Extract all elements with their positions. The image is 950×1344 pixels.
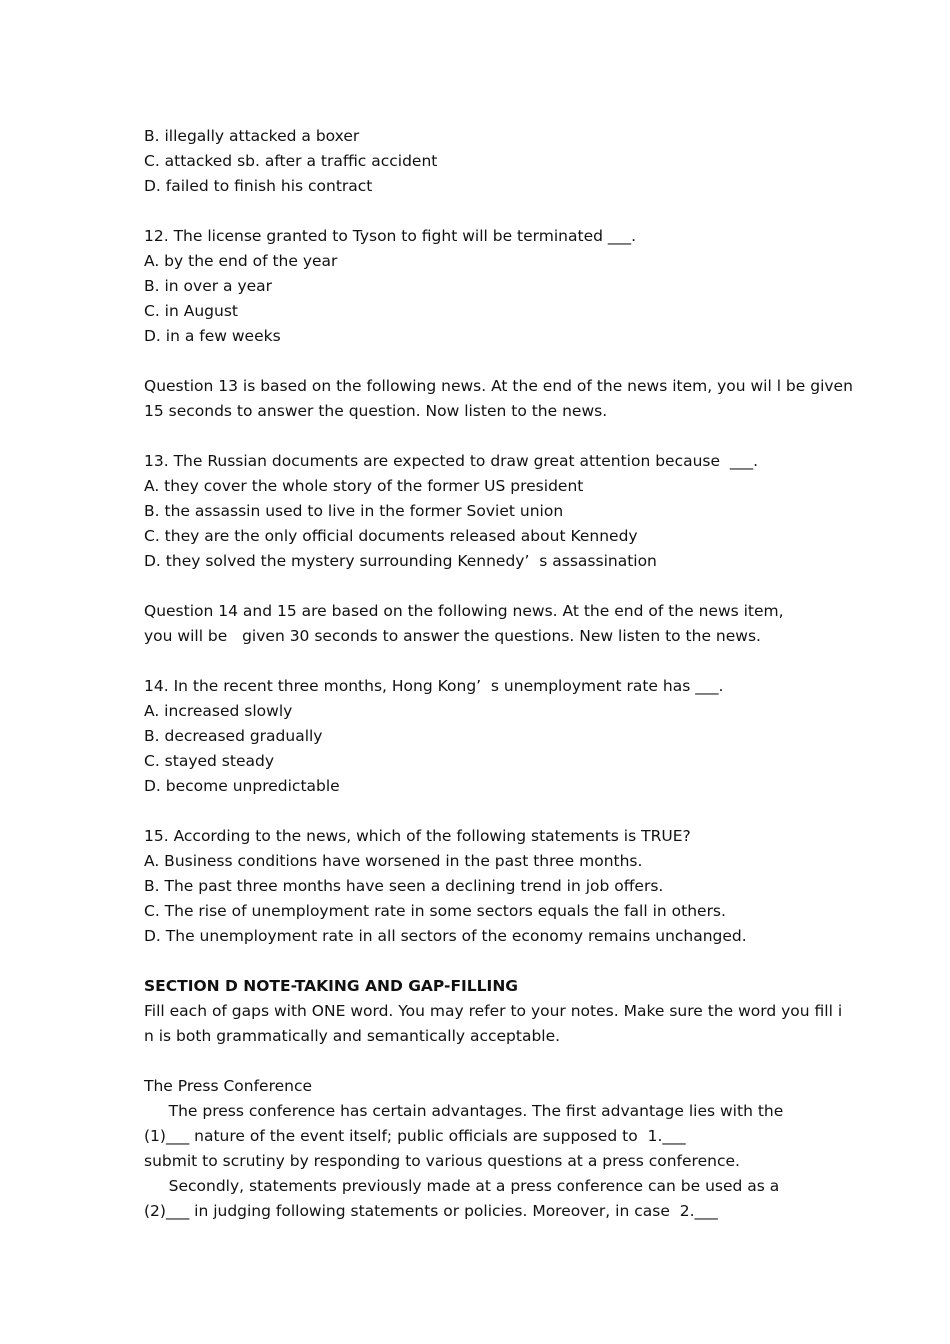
section-d-instructions-line-2: n is both grammatically and semantically acceptable. (144, 1027, 561, 1045)
q14-option-c: C. stayed steady (144, 752, 275, 770)
passage-title: The Press Conference (144, 1077, 313, 1095)
q12-stem: 12. The license granted to Tyson to fight will be terminated ___. (144, 227, 637, 245)
q15-option-b: B. The past three months have seen a declining trend in job offers. (144, 877, 664, 895)
q14-option-a: A. increased slowly (144, 702, 293, 720)
spacer (144, 574, 824, 599)
q15-option-c: C. The rise of unemployment rate in some sectors equals the fall in others. (144, 902, 726, 920)
q11-option-d: D. failed to finish his contract (144, 177, 373, 195)
spacer (144, 349, 824, 374)
spacer (144, 1049, 824, 1074)
spacer (144, 799, 824, 824)
spacer (144, 949, 824, 974)
q15-option-d: D. The unemployment rate in all sectors of the economy remains unchanged. (144, 927, 747, 945)
passage-line-5: (2)___ in judging following statements or policies. Moreover, in case 2.___ (144, 1202, 718, 1220)
passage-line-4: Secondly, statements previously made at a press conference can be used as a (144, 1177, 780, 1195)
document-page (144, 124, 853, 1224)
q11-option-b: B. illegally attacked a boxer (144, 127, 360, 145)
spacer (144, 649, 824, 674)
q14-option-d: D. become unpredictable (144, 777, 340, 795)
q14-stem: 14. In the recent three months, Hong Kong’ s unemployment rate has ___. (144, 677, 724, 695)
q15-option-a: A. Business conditions have worsened in the past three months. (144, 852, 643, 870)
q15-stem: 15. According to the news, which of the following statements is TRUE? (144, 827, 691, 845)
q13-intro-line-2: 15 seconds to answer the question. Now listen to the news. (144, 402, 608, 420)
q13-intro-line-1: Question 13 is based on the following news. At the end of the news item, you wil l be given (144, 377, 853, 395)
spacer (144, 199, 824, 224)
section-d-heading: SECTION D NOTE-TAKING AND GAP-FILLING (144, 977, 519, 995)
passage-line-1: The press conference has certain advantages. The first advantage lies with the (144, 1102, 784, 1120)
q14-intro-line-2: you will be given 30 seconds to answer the questions. New listen to the news. (144, 627, 761, 645)
passage-line-2: (1)___ nature of the event itself; public officials are supposed to 1.___ (144, 1127, 686, 1145)
passage-line-3: submit to scrutiny by responding to various questions at a press conference. (144, 1152, 740, 1170)
q12-option-c: C. in August (144, 302, 238, 320)
q13-option-a: A. they cover the whole story of the former US president (144, 477, 584, 495)
q13-option-d: D. they solved the mystery surrounding Kennedy’ s assassination (144, 552, 657, 570)
section-d-instructions-line-1: Fill each of gaps with ONE word. You may refer to your notes. Make sure the word you fill i (144, 1002, 843, 1020)
q12-option-b: B. in over a year (144, 277, 273, 295)
q13-stem: 13. The Russian documents are expected to draw great attention because ___. (144, 452, 759, 470)
q12-option-a: A. by the end of the year (144, 252, 338, 270)
q13-option-c: C. they are the only official documents released about Kennedy (144, 527, 638, 545)
spacer (144, 424, 824, 449)
q14-option-b: B. decreased gradually (144, 727, 323, 745)
q11-option-c: C. attacked sb. after a traffic accident (144, 152, 438, 170)
q14-intro-line-1: Question 14 and 15 are based on the following news. At the end of the news item, (144, 602, 784, 620)
q12-option-d: D. in a few weeks (144, 327, 281, 345)
q13-option-b: B. the assassin used to live in the former Soviet union (144, 502, 564, 520)
